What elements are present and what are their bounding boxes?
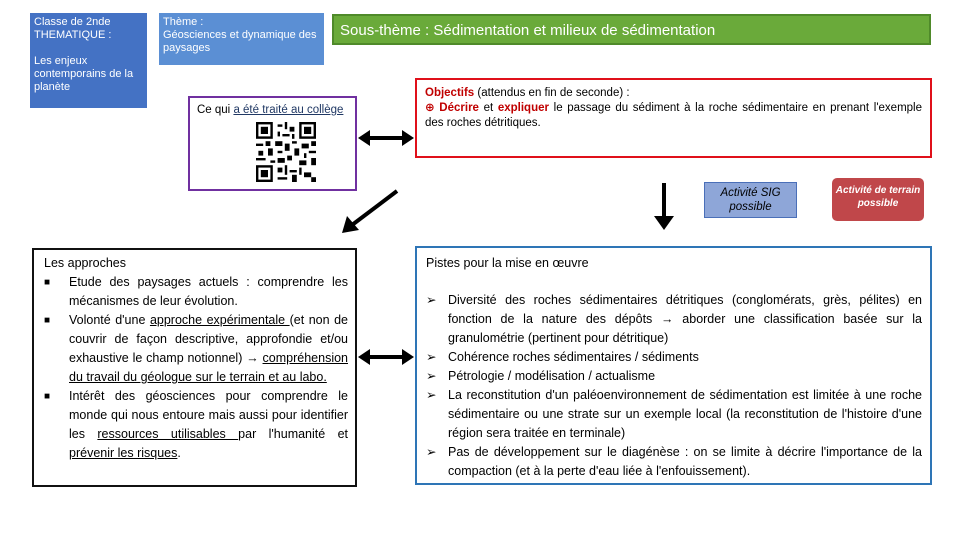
- college-prefix: Ce qui: [197, 104, 234, 116]
- objectifs-and: et: [478, 102, 498, 114]
- objectifs-label-rest: (attendus en fin de seconde) :: [474, 87, 630, 99]
- objectifs-text: le passage du sédiment à la roche sédimentaire en prenant l'exemple des roches détritiques.: [425, 102, 922, 129]
- activite-terrain-text: Activité de terrain possible: [835, 185, 921, 209]
- thematique-label: THEMATIQUE :: [34, 29, 112, 41]
- list-item: ➢ Pas de développement sur le diagénèse : on se limite à décrire l'importance de la compaction (et à la perte d'eau liée à l'enfouissement).: [426, 445, 922, 478]
- arrow-bullet-icon: ➢: [426, 293, 437, 307]
- approches-title: Les approches: [44, 256, 127, 270]
- college-box: [188, 96, 357, 191]
- list-item: ➢ Pétrologie / modélisation / actualisme: [426, 367, 922, 386]
- list-item: ■ Intérêt des géosciences pour comprendre le monde qui nous entoure mais aussi pour identifier les ressources utilisables par l'humanité et prévenir les risques.: [44, 389, 349, 460]
- soustheme-title: Sous-thème : Sédimentation et milieux de sédimentation: [340, 22, 716, 39]
- soustheme-box: [332, 14, 931, 45]
- pistes-box: [415, 246, 932, 485]
- activite-terrain-box: [832, 178, 924, 221]
- objectifs-verb-decrire: Décrire: [439, 102, 479, 114]
- down-arrow-icon: [652, 183, 676, 230]
- square-bullet-icon: ■: [44, 277, 51, 288]
- theme-label: Thème :: [163, 16, 204, 28]
- double-arrow-top-icon: [358, 128, 414, 148]
- objectifs-bullet: ⊕: [425, 102, 435, 114]
- list-item: ➢ Diversité des roches sédimentaires détritiques (conglomérats, grès, pélites) en fonction de la nature des dépôts → aborder une classification basée sur la granulométrie (pertinent pour détritique): [426, 293, 922, 345]
- approches-box: [32, 248, 357, 487]
- theme-box: [159, 13, 324, 65]
- objectifs-box: [415, 78, 932, 158]
- list-item: ➢ Cohérence roches sédimentaires / sédiments: [426, 348, 922, 367]
- diagonal-arrow-icon: [338, 188, 400, 236]
- arrow-bullet-icon: ➢: [426, 388, 437, 402]
- list-item: ■ Etude des paysages actuels : comprendre les mécanismes de leur évolution.: [44, 275, 348, 308]
- objectifs-label: Objectifs: [425, 87, 475, 99]
- activite-sig-box: [704, 182, 797, 218]
- arrow-bullet-icon: ➢: [426, 369, 437, 383]
- classe-box: [30, 13, 147, 108]
- thematique-text: Les enjeux contemporains de la planète: [34, 55, 134, 93]
- list-item: ➢ La reconstitution d'un paléoenvironnement de sédimentation est limitée à une roche sédimentaire ou une strate sur un exemple local (la reconstitution de l'histoire d'une région sera traitée en terminale): [426, 388, 922, 440]
- pistes-title: Pistes pour la mise en œuvre: [426, 256, 589, 270]
- theme-text: Géosciences et dynamique des paysages: [163, 29, 317, 54]
- arrow-bullet-icon: ➢: [426, 445, 437, 459]
- qr-code-icon[interactable]: [256, 122, 316, 182]
- list-item: ■ Volonté d'une approche expérimentale (et non de couvrir de façon descriptive, approfondie et/ou exhaustive le champ notionnel) → compréhension du travail du géologue sur le terrain et au labo.: [44, 313, 348, 384]
- objectifs-verb-expliquer: expliquer: [497, 102, 549, 114]
- college-link[interactable]: a été traité au collège: [233, 104, 344, 116]
- square-bullet-icon: ■: [44, 315, 51, 326]
- square-bullet-icon: ■: [44, 391, 51, 402]
- classe-line: Classe de 2nde: [34, 16, 111, 28]
- double-arrow-bottom-icon: [358, 347, 414, 367]
- activite-sig-text: Activité SIG possible: [720, 187, 781, 213]
- arrow-bullet-icon: ➢: [426, 350, 437, 364]
